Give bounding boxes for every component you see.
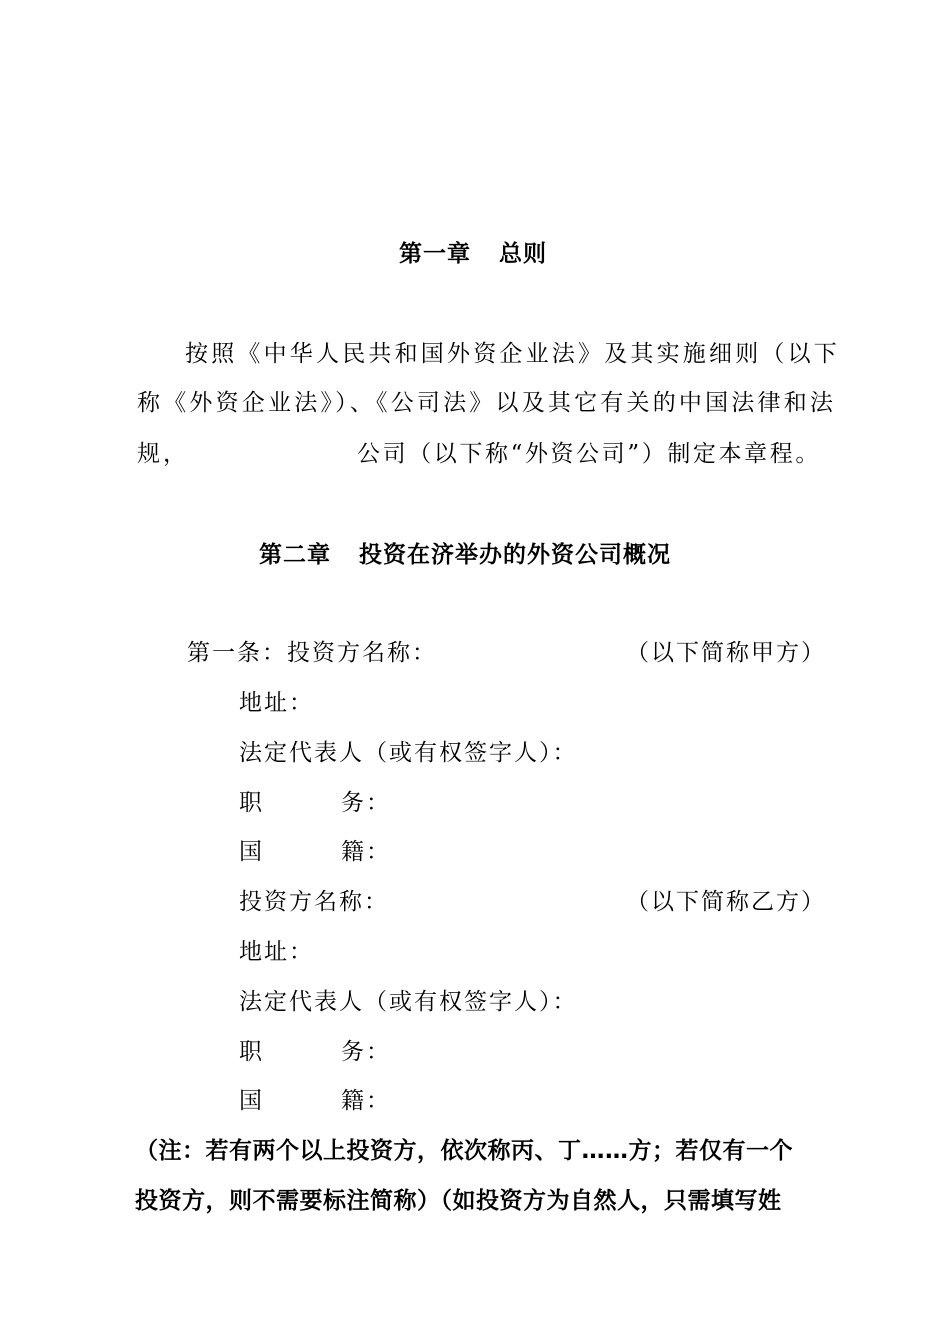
intro-line-3-end: 公司（以下称“外资公司”）制定本章程。 xyxy=(357,441,821,467)
party-a-position-label-rest: 务： xyxy=(341,790,391,816)
party-a-position-label-char: 职 xyxy=(239,790,264,816)
note-line-1: （注：若有两个以上投资方，依次称丙、丁……方；若仅有一个 xyxy=(135,1138,793,1164)
party-b-abbreviation: （以下简称乙方） xyxy=(626,889,826,915)
party-a-nationality-label-rest: 籍： xyxy=(341,839,391,865)
party-b-position-label-char: 职 xyxy=(239,1039,264,1065)
article-1-investor-name-label: 第一条：投资方名称： xyxy=(187,640,437,666)
intro-line-1: 按照《中华人民共和国外资企业法》及其实施细则（以下 xyxy=(185,341,840,367)
chapter-2-title: 投资在济举办的外资公司概况 xyxy=(359,542,671,568)
note-line-2: 投资方，则不需要标注简称）（如投资方为自然人，只需填写姓 xyxy=(135,1188,782,1214)
party-b-address-label: 地址： xyxy=(239,939,314,965)
intro-line-3-start: 规， xyxy=(137,441,189,467)
party-a-abbreviation: （以下简称甲方） xyxy=(626,640,826,666)
party-b-nationality-label-rest: 籍： xyxy=(341,1088,391,1114)
party-b-nationality-label-char: 国 xyxy=(239,1088,264,1114)
chapter-1-number: 第一章 xyxy=(399,241,471,267)
party-a-representative-label: 法定代表人（或有权签字人）： xyxy=(239,740,578,766)
chapter-2-number: 第二章 xyxy=(259,542,331,568)
party-b-position-label-rest: 务： xyxy=(341,1039,391,1065)
party-a-nationality-label-char: 国 xyxy=(239,839,264,865)
party-b-representative-label: 法定代表人（或有权签字人）： xyxy=(239,989,578,1015)
party-b-investor-name-label: 投资方名称： xyxy=(239,889,389,915)
intro-line-2: 称《外资企业法》）、《公司法》以及其它有关的中国法律和法 xyxy=(137,390,837,416)
chapter-2-heading xyxy=(259,536,671,569)
chapter-1-heading xyxy=(399,235,547,268)
chapter-1-title: 总则 xyxy=(499,241,547,267)
party-a-address-label: 地址： xyxy=(239,690,314,716)
